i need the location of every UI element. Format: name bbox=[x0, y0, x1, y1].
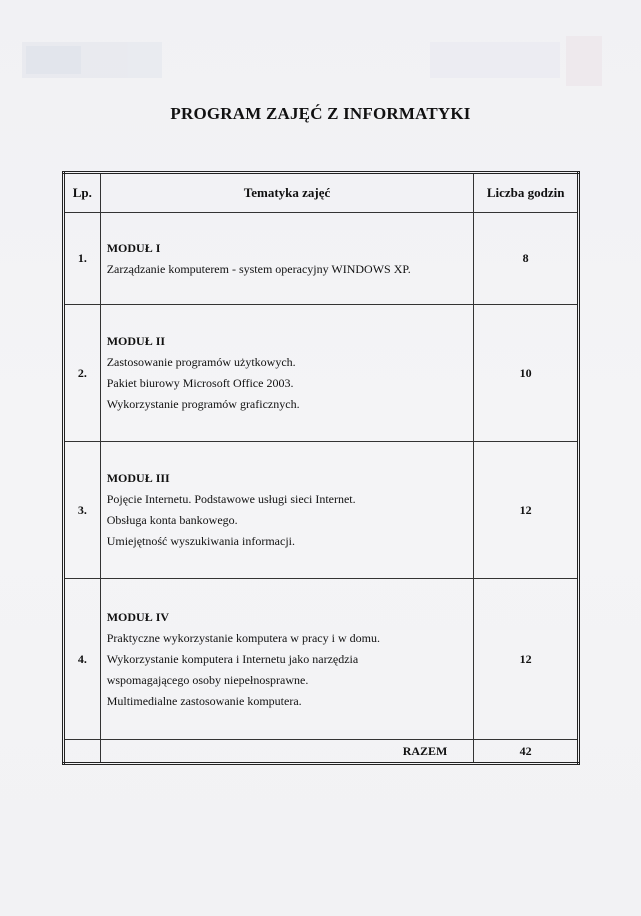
row-topic bbox=[100, 305, 474, 442]
row-topic bbox=[100, 579, 474, 740]
module-title: MODUŁ I bbox=[106, 240, 161, 255]
header-topic: Tematyka zajęć bbox=[100, 173, 474, 213]
topic-line: Zastosowanie programów użytkowych. bbox=[106, 355, 296, 369]
row-hours: 12 bbox=[474, 442, 579, 579]
table-total-row bbox=[64, 740, 579, 764]
row-lp: 2. bbox=[64, 305, 101, 442]
module-title: MODUŁ II bbox=[106, 334, 166, 348]
module-title: MODUŁ III bbox=[106, 471, 170, 485]
row-lp: 4. bbox=[64, 579, 101, 740]
topic-line: Obsługa konta bankowego. bbox=[106, 513, 238, 527]
row-hours: 8 bbox=[474, 213, 579, 305]
eu-logo bbox=[22, 42, 162, 78]
row-topic bbox=[100, 442, 474, 579]
row-hours: 12 bbox=[474, 579, 579, 740]
total-empty-cell bbox=[64, 740, 101, 764]
topic-line: Wykorzystanie programów graficznych. bbox=[106, 397, 300, 411]
row-lp: 3. bbox=[64, 442, 101, 579]
topic-line: Pakiet biurowy Microsoft Office 2003. bbox=[106, 376, 294, 390]
flag-emblem bbox=[566, 36, 602, 86]
table-row bbox=[64, 442, 579, 579]
topic-line: Praktyczne wykorzystanie komputera w pracy i w domu. bbox=[106, 630, 380, 645]
topic-line: wspomagającego osoby niepełnosprawne. bbox=[106, 672, 309, 687]
table-row bbox=[64, 213, 579, 305]
topic-line: Multimedialne zastosowanie komputera. bbox=[106, 693, 302, 708]
module-title: MODUŁ IV bbox=[106, 609, 170, 624]
page-title: PROGRAM ZAJĘĆ Z INFORMATYKI bbox=[170, 104, 471, 123]
table-header-row bbox=[64, 173, 579, 213]
topic-line: Wykorzystanie komputera i Internetu jako narzędzia bbox=[106, 651, 359, 666]
row-topic bbox=[100, 213, 474, 305]
total-label: RAZEM bbox=[100, 740, 474, 764]
partner-logo bbox=[430, 42, 560, 78]
topic-line: Zarządzanie komputerem - system operacyjny WINDOWS XP. bbox=[106, 261, 411, 276]
topic-line: Umiejętność wyszukiwania informacji. bbox=[106, 534, 295, 548]
topic-line: Pojęcie Internetu. Podstawowe usługi sieci Internet. bbox=[106, 492, 356, 506]
table-row bbox=[64, 305, 579, 442]
total-hours: 42 bbox=[474, 740, 579, 764]
program-table bbox=[62, 171, 580, 765]
header-lp: Lp. bbox=[64, 173, 101, 213]
row-lp: 1. bbox=[64, 213, 101, 305]
header-hours: Liczba godzin bbox=[474, 173, 579, 213]
row-hours: 10 bbox=[474, 305, 579, 442]
table-row bbox=[64, 579, 579, 740]
